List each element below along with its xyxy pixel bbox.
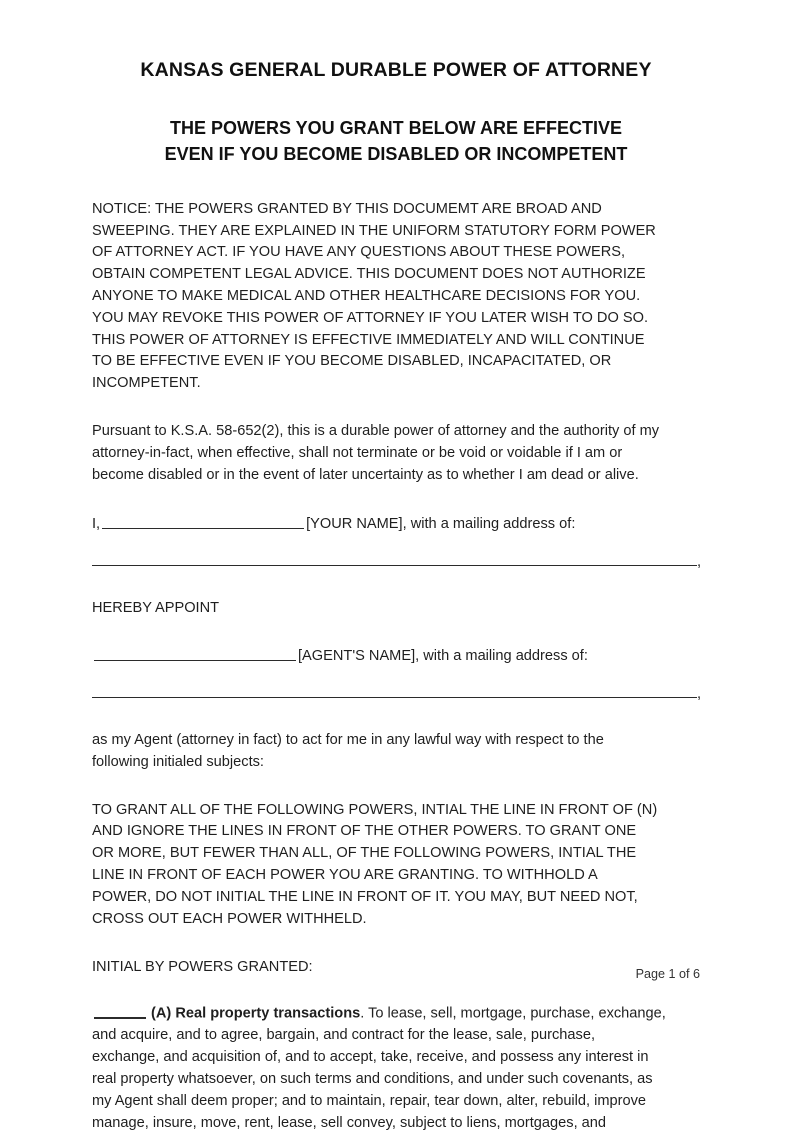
notice-line: YOU MAY REVOKE THIS POWER OF ATTORNEY IF YOU LATER WISH TO DO SO.: [92, 309, 649, 326]
grant-rules-line: AND IGNORE THE LINES IN FRONT OF THE OTHER POWERS. TO GRANT ONE: [92, 823, 637, 840]
agent-role-line: following initialed subjects:: [92, 753, 264, 770]
page-number-footer: Page 1 of 6: [635, 967, 700, 981]
power-a-initial-blank[interactable]: [94, 1003, 146, 1018]
power-a-first-line: [92, 1003, 700, 1025]
agent-address-row: [92, 667, 700, 704]
power-item-a: [92, 979, 700, 1134]
power-a-line: my Agent shall deem proper; and to maintain, repair, tear down, alter, rebuild, improve: [92, 1092, 647, 1109]
notice-paragraph: [92, 167, 700, 395]
grant-rules-line: OR MORE, BUT FEWER THAN ALL, OF THE FOLLOWING POWERS, INTIAL THE: [92, 845, 637, 862]
notice-line: OF ATTORNEY ACT. IF YOU HAVE ANY QUESTIONS ABOUT THESE POWERS,: [92, 244, 626, 261]
principal-name-blank[interactable]: [102, 514, 304, 528]
agent-address-trailing-comma: ,: [697, 686, 702, 703]
power-a-line: exchange, and acquisition of, and to accept, take, receive, and possess any interest in: [92, 1049, 649, 1066]
power-a-body-first-line: . To lease, sell, mortgage, purchase, exchange,: [360, 1005, 666, 1022]
pursuant-paragraph: [92, 395, 700, 486]
pursuant-line: Pursuant to K.S.A. 58-652(2), this is a durable power of attorney and the authority of my: [92, 423, 660, 440]
initial-by-powers-heading: INITIAL BY POWERS GRANTED:: [92, 959, 313, 976]
agent-role-line: as my Agent (attorney in fact) to act for me in any lawful way with respect to the: [92, 731, 604, 748]
grant-rules-line: CROSS OUT EACH POWER WITHHELD.: [92, 910, 367, 927]
document-subtitle-line-2: EVEN IF YOU BECOME DISABLED OR INCOMPETENT: [164, 143, 628, 164]
principal-name-suffix-label: [YOUR NAME], with a mailing address of:: [306, 515, 576, 532]
notice-line: TO BE EFFECTIVE EVEN IF YOU BECOME DISABLED, INCAPACITATED, OR: [92, 353, 612, 370]
hereby-appoint-heading: HEREBY APPOINT: [92, 599, 220, 616]
document-content: [92, 0, 700, 1135]
notice-line: INCOMPETENT.: [92, 375, 201, 392]
notice-line: OBTAIN COMPETENT LEGAL ADVICE. THIS DOCUMENT DOES NOT AUTHORIZE: [92, 266, 646, 283]
grant-rules-line: TO GRANT ALL OF THE FOLLOWING POWERS, INTIAL THE LINE IN FRONT OF (N): [92, 801, 658, 818]
agent-name-suffix-label: [AGENT'S NAME], with a mailing address of:: [298, 647, 588, 664]
principal-address-trailing-comma: ,: [697, 554, 702, 571]
principal-address-blank[interactable]: [92, 558, 697, 566]
agent-address-blank[interactable]: [92, 690, 697, 698]
document-subtitle: [92, 82, 700, 166]
page-title: KANSAS GENERAL DURABLE POWER OF ATTORNEY: [140, 59, 652, 81]
power-a-line: and acquire, and to agree, bargain, and contract for the lease, sale, purchase,: [92, 1027, 595, 1044]
notice-line: SWEEPING. THEY ARE EXPLAINED IN THE UNIFORM STATUTORY FORM POWER: [92, 222, 656, 239]
principal-name-row: [92, 487, 700, 536]
notice-line: ANYONE TO MAKE MEDICAL AND OTHER HEALTHCARE DECISIONS FOR YOU.: [92, 288, 641, 304]
pursuant-line: attorney-in-fact, when effective, shall not terminate or be void or voidable if I am or: [92, 444, 623, 461]
principal-prefix-label: I,: [92, 515, 101, 532]
grant-rules-paragraph: [92, 774, 700, 931]
power-a-line: real property whatsoever, on such terms and conditions, and under such covenants, as: [92, 1071, 653, 1088]
power-a-label: (A) Real property transactions: [151, 1005, 361, 1022]
agent-name-row: [92, 620, 700, 668]
agent-role-paragraph: [92, 704, 700, 774]
notice-line: NOTICE: THE POWERS GRANTED BY THIS DOCUMEMT ARE BROAD AND: [92, 200, 602, 217]
agent-name-blank[interactable]: [94, 646, 296, 660]
grant-rules-line: LINE IN FRONT OF EACH POWER YOU ARE GRANTING. TO WITHHOLD A: [92, 867, 598, 883]
document-subtitle-line-1: THE POWERS YOU GRANT BELOW ARE EFFECTIVE: [169, 118, 623, 139]
notice-line: THIS POWER OF ATTORNEY IS EFFECTIVE IMMEDIATELY AND WILL CONTINUE: [92, 331, 645, 348]
pursuant-line: become disabled or in the event of later uncertainty as to whether I am dead or alive.: [92, 466, 639, 483]
power-a-line: manage, insure, move, rent, lease, sell convey, subject to liens, mortgages, and: [92, 1114, 607, 1131]
grant-rules-line: POWER, DO NOT INITIAL THE LINE IN FRONT OF IT. YOU MAY, BUT NEED NOT,: [92, 888, 638, 905]
principal-address-row: [92, 535, 700, 572]
